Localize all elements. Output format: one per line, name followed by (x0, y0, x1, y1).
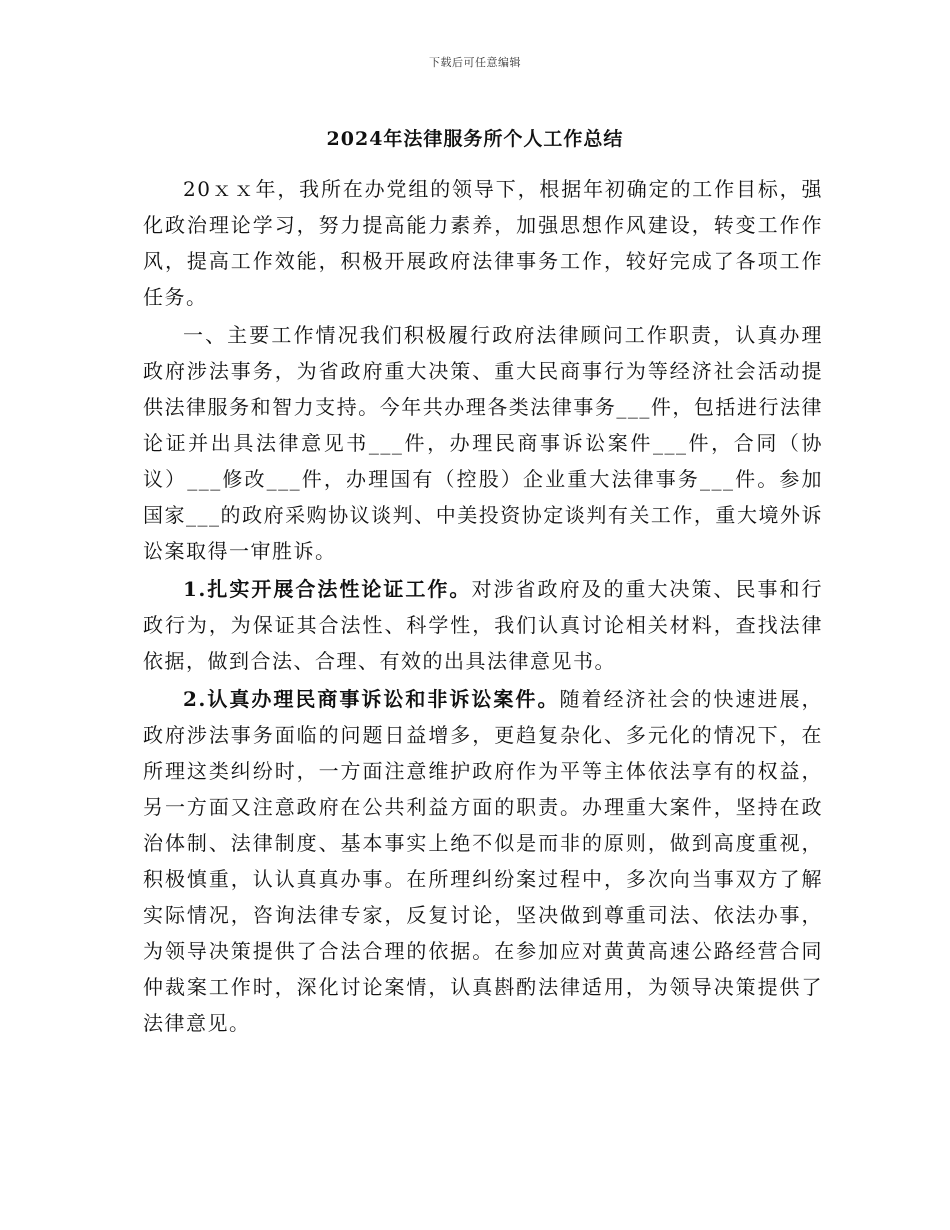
paragraph-main-work (143, 317, 823, 569)
paragraph-text: 随着经济社会的快速进展，政府涉法事务面临的问题日益增多，更趋复杂化、多元化的情况下，在所理这类纠纷时，一方面注意维护政府作为平等主体依法享有的权益，另一方面又注意政府在公共利益方面的职责。办理重大案件，坚持在政治体制、法律制度、基本事实上绝不似是而非的原则，做到高度重视，积极慎重，认认真真办事。在所理纠纷案过程中，多次向当事双方了解实际情况，咨询法律专家，反复讨论，坚决做到尊重司法、依法办事，为领导决策提供了合法合理的依据。在参加应对黄黄高速公路经营合同仲裁案工作时，深化讨论案情，认真斟酌法律适用，为领导决策提供了法律意见。 (143, 687, 823, 1035)
paragraph-text: 一、主要工作情况我们积极履行政府法律顾问工作职责，认真办理政府涉法事务，为省政府重大决策、重大民商事行为等经济社会活动提供法律服务和智力支持。今年共办理各类法律事务___件，包括进行法律论证并出具法律意见书___件，办理民商事诉讼案件___件，合同（协议）___修改___件，办理国有（控股）企业重大法律事务___件。参加国家___的政府采购协议谈判、中美投资协定谈判有关工作，重大境外诉讼案取得一审胜诉。 (143, 323, 823, 563)
paragraph-lead: 1.扎实开展合法性论证工作。 (183, 577, 472, 601)
paragraph-text: 20ｘｘ年，我所在办党组的领导下，根据年初确定的工作目标，强化政治理论学习，努力提高能力素养，加强思想作风建设，转变工作作风，提高工作效能，积极开展政府法律事务工作，较好完成了各项工作任务。 (143, 177, 823, 309)
paragraph-intro (143, 171, 823, 315)
header-note: 下载后可任意编辑 (429, 56, 521, 69)
paragraph-lead: 2.认真办理民商事诉讼和非诉讼案件。 (183, 687, 560, 711)
document-body (143, 171, 823, 1041)
paragraph-litigation (143, 681, 823, 1041)
document-title: 2024年法律服务所个人工作总结 (326, 128, 624, 150)
paragraph-text: 对涉省政府及的重大决策、民事和行政行为，为保证其合法性、科学性，我们认真讨论相关材料，查找法律依据，做到合法、合理、有效的出具法律意见书。 (143, 577, 823, 673)
paragraph-legality-review (143, 571, 823, 679)
